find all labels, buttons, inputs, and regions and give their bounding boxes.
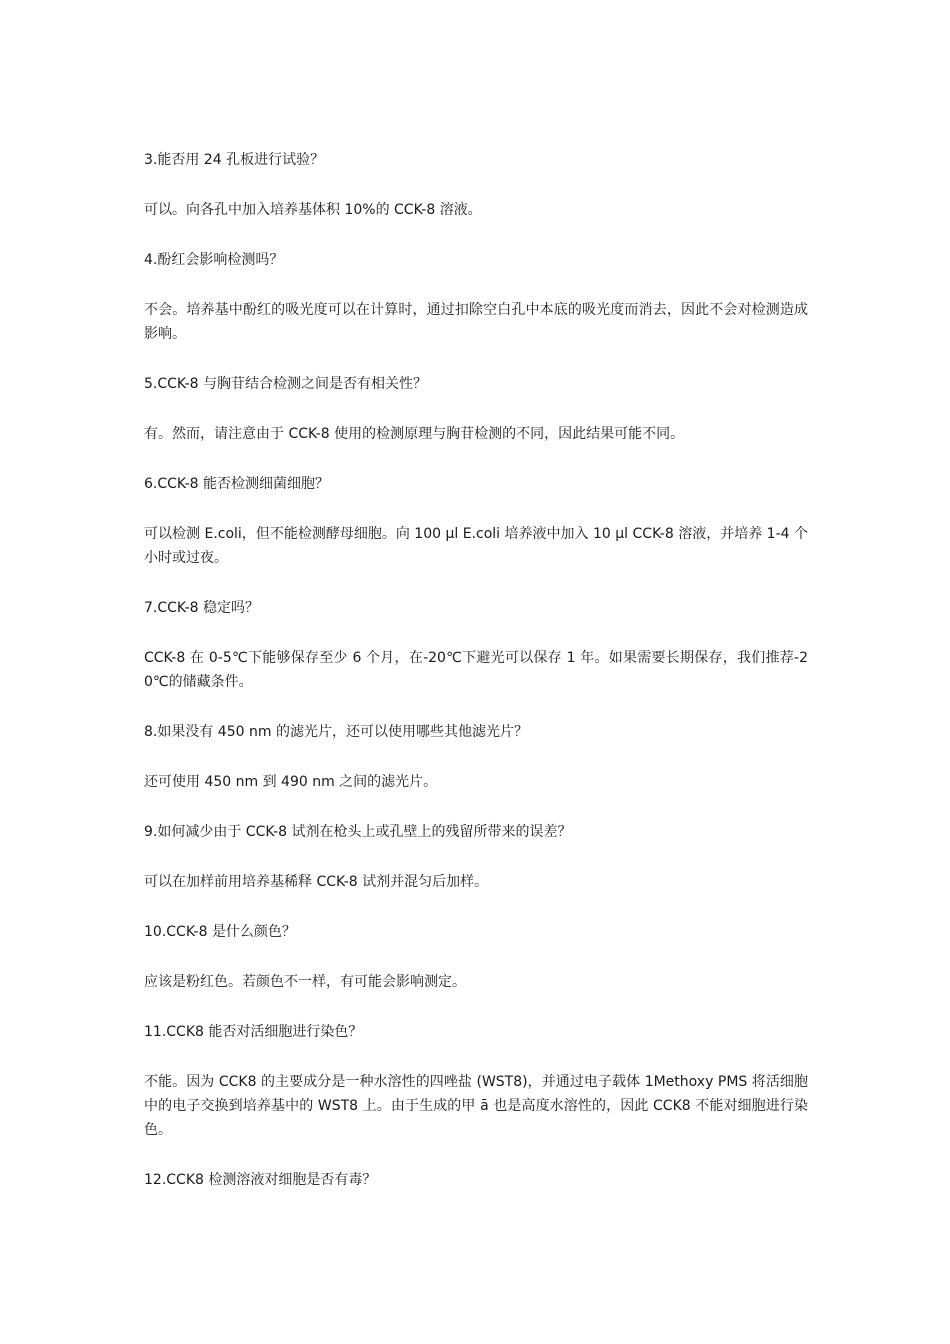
question-10: 10.CCK-8 是什么颜色？ [144,924,296,940]
question-12: 12.CCK8 检测溶液对细胞是否有毒？ [144,1172,377,1188]
answer-8: 还可使用 450 nm 到 490 nm 之间的滤光片。 [144,774,438,790]
question-6: 6.CCK-8 能否检测细菌细胞？ [144,476,330,492]
answer-5: 有。然而，请注意由于 CCK-8 使用的检测原理与胸苷检测的不同，因此结果可能不同。 [144,426,685,442]
answer-9: 可以在加样前用培养基稀释 CCK-8 试剂并混匀后加样。 [144,874,489,890]
document-body [144,148,808,1218]
question-4: 4.酚红会影响检测吗？ [144,252,284,268]
question-5: 5.CCK-8 与胸苷结合检测之间是否有相关性？ [144,376,428,392]
answer-3: 可以。向各孔中加入培养基体积 10%的 CCK-8 溶液。 [144,202,482,218]
question-11: 11.CCK8 能否对活细胞进行染色？ [144,1024,363,1040]
question-3: 3.能否用 24 孔板进行试验？ [144,152,325,168]
answer-11: 不能。因为 CCK8 的主要成分是一种水溶性的四唑盐 (WST8)，并通过电子载体 1Methoxy PMS 将活细胞中的电子交换到培养基中的 WST8 上。由于生成的甲 ā 也是高度水溶性的，因此 CCK8 不能对细胞进行染色。 [144,1074,808,1138]
question-8: 8.如果没有 450 nm 的滤光片，还可以使用哪些其他滤光片？ [144,724,528,740]
question-9: 9.如何减少由于 CCK-8 试剂在枪头上或孔壁上的残留所带来的误差？ [144,824,572,840]
answer-4: 不会。培养基中酚红的吸光度可以在计算时，通过扣除空白孔中本底的吸光度而消去，因此不会对检测造成影响。 [144,302,808,342]
answer-6: 可以检测 E.coli，但不能检测酵母细胞。向 100 µl E.coli 培养液中加入 10 µl CCK-8 溶液，并培养 1-4 个小时或过夜。 [144,526,808,566]
question-7: 7.CCK-8 稳定吗？ [144,600,260,616]
answer-10: 应该是粉红色。若颜色不一样，有可能会影响测定。 [144,974,466,990]
answer-7: CCK-8 在 0-5℃下能够保存至少 6 个月，在-20℃下避光可以保存 1 年。如果需要长期保存，我们推荐-20℃的储藏条件。 [144,650,808,690]
